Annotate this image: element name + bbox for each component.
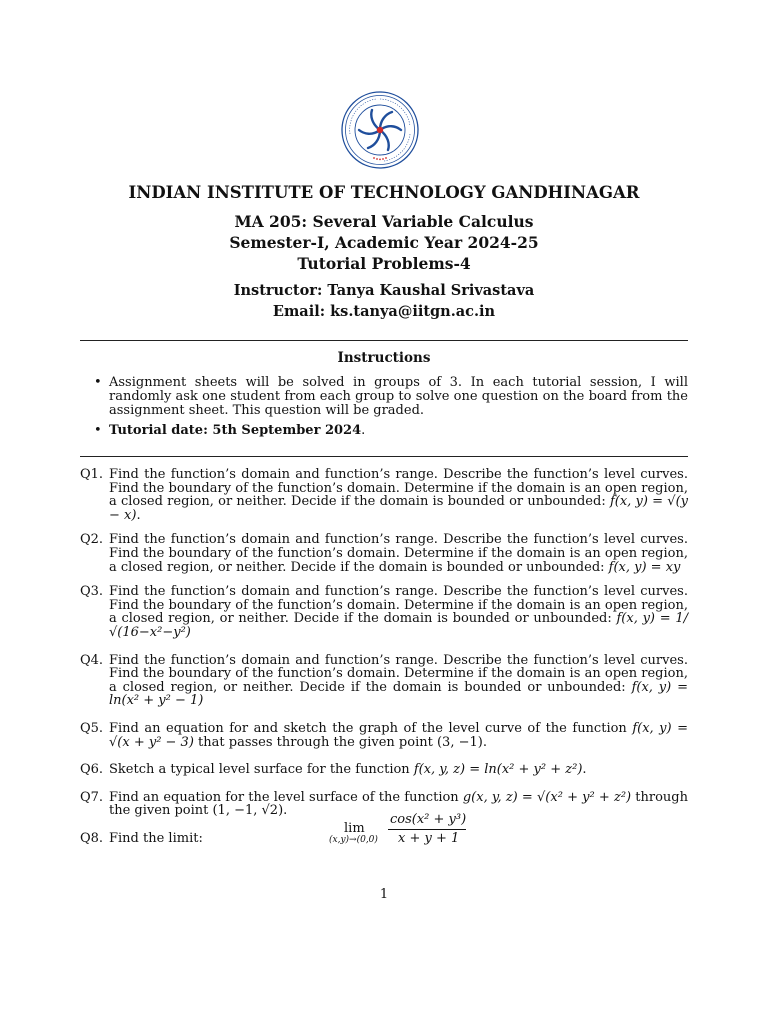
question-tail: that passes through the given point (3, −1). bbox=[193, 734, 487, 750]
iitgn-logo bbox=[340, 90, 420, 170]
course-title: MA 205: Several Variable Calculus bbox=[234, 212, 534, 231]
question-tail: . bbox=[582, 762, 587, 778]
question-number: Q1. bbox=[80, 467, 104, 482]
instructions-list bbox=[94, 376, 688, 444]
question-text: Find the function’s domain and function’s range. Describe the function’s level curves. Find the boundary of the function’s domain. Determine if the domain is an open region, a closed region, or neither. Decide if the domain is bounded or unbounded: bbox=[109, 532, 688, 575]
instruction-item bbox=[94, 376, 688, 418]
question-text: Find an equation for the level surface of the function bbox=[109, 789, 463, 805]
question-number: Q2. bbox=[80, 532, 104, 548]
email-line: Email: ks.tanya@iitgn.ac.in bbox=[272, 303, 496, 320]
question-text: Sketch a typical level surface for the function bbox=[109, 762, 414, 778]
semester-line: Semester-I, Academic Year 2024-25 bbox=[229, 233, 539, 252]
question-item bbox=[80, 585, 688, 639]
question-formula: f(x, y) = √(x + y² − 3) bbox=[109, 720, 688, 750]
question-item bbox=[80, 722, 688, 749]
question-formula: f(x, y) = 1/√(16−x²−y²) bbox=[109, 611, 688, 640]
question-tail: . bbox=[136, 507, 141, 523]
question-item bbox=[80, 468, 688, 522]
fraction-bar bbox=[388, 829, 466, 830]
limit-numerator: cos(x² + y³) bbox=[390, 812, 467, 827]
instruction-item bbox=[94, 424, 688, 438]
top-divider bbox=[80, 340, 688, 341]
question-number: Q6. bbox=[80, 762, 104, 778]
tutorial-title: Tutorial Problems-4 bbox=[297, 254, 471, 273]
question-text: Find the limit: bbox=[109, 830, 203, 846]
limit-expression bbox=[320, 812, 520, 852]
question-text: Find the function’s domain and function’s range. Describe the function’s level curves. Find the boundary of the function’s domain. Determine if the domain is an open region, a closed region, or neither. Decide if the domain is bounded or unbounded: bbox=[109, 467, 688, 510]
limit-operator: lim bbox=[344, 821, 365, 836]
question-number: Q8. bbox=[80, 830, 104, 846]
institute-name: INDIAN INSTITUTE OF TECHNOLOGY GANDHINAGAR bbox=[128, 183, 640, 202]
bottom-divider bbox=[80, 456, 688, 457]
question-number: Q7. bbox=[80, 789, 104, 805]
question-item bbox=[80, 654, 688, 708]
question-formula: f(x, y) = xy bbox=[608, 559, 681, 575]
question-formula: g(x, y, z) = √(x² + y² + z²) bbox=[462, 789, 632, 805]
question-formula: f(x, y) = ln(x² + y² − 1) bbox=[109, 679, 689, 709]
question-item bbox=[80, 533, 688, 574]
question-tail: through the given point (1, −1, √2). bbox=[109, 789, 688, 819]
instruction-text: Assignment sheets will be solved in groups of 3. In each tutorial session, I will randomly ask one student from each group to solve one question on the board from the assignment sheet. This question will be graded. bbox=[109, 375, 688, 418]
limit-subscript: (x,y)→(0,0) bbox=[329, 835, 378, 845]
question-number: Q3. bbox=[80, 584, 104, 600]
question-formula: f(x, y) = √(y − x) bbox=[109, 494, 689, 523]
instructions-heading: Instructions bbox=[337, 350, 431, 366]
question-text: Find an equation for and sketch the graph of the level curve of the function bbox=[109, 720, 633, 736]
question-item bbox=[80, 763, 688, 777]
instruction-text: . bbox=[361, 423, 366, 438]
question-number: Q4. bbox=[80, 652, 104, 668]
limit-denominator: x + y + 1 bbox=[398, 831, 460, 846]
bullet-icon: • bbox=[94, 423, 102, 438]
question-formula: f(x, y, z) = ln(x² + y² + z²) bbox=[413, 762, 583, 778]
instructor-line: Instructor: Tanya Kaushal Srivastava bbox=[233, 282, 535, 299]
question-number: Q5. bbox=[80, 720, 104, 736]
question-text: Find the function’s domain and function’s range. Describe the function’s level curves. Find the boundary of the function’s domain. Determine if the domain is an open region, a closed region, or neither. Decide if the domain is bounded or unbounded: bbox=[109, 652, 688, 695]
question-text: Find the function’s domain and function’s range. Describe the function’s level curves. Find the boundary of the function’s domain. Determine if the domain is an open region, a closed region, or neither. Decide if the domain is bounded or unbounded: bbox=[109, 584, 688, 627]
page-number: 1 bbox=[379, 887, 389, 902]
tutorial-date: Tutorial date: 5th September 2024 bbox=[109, 423, 362, 438]
bullet-icon: • bbox=[94, 375, 102, 390]
question-list bbox=[80, 462, 688, 845]
